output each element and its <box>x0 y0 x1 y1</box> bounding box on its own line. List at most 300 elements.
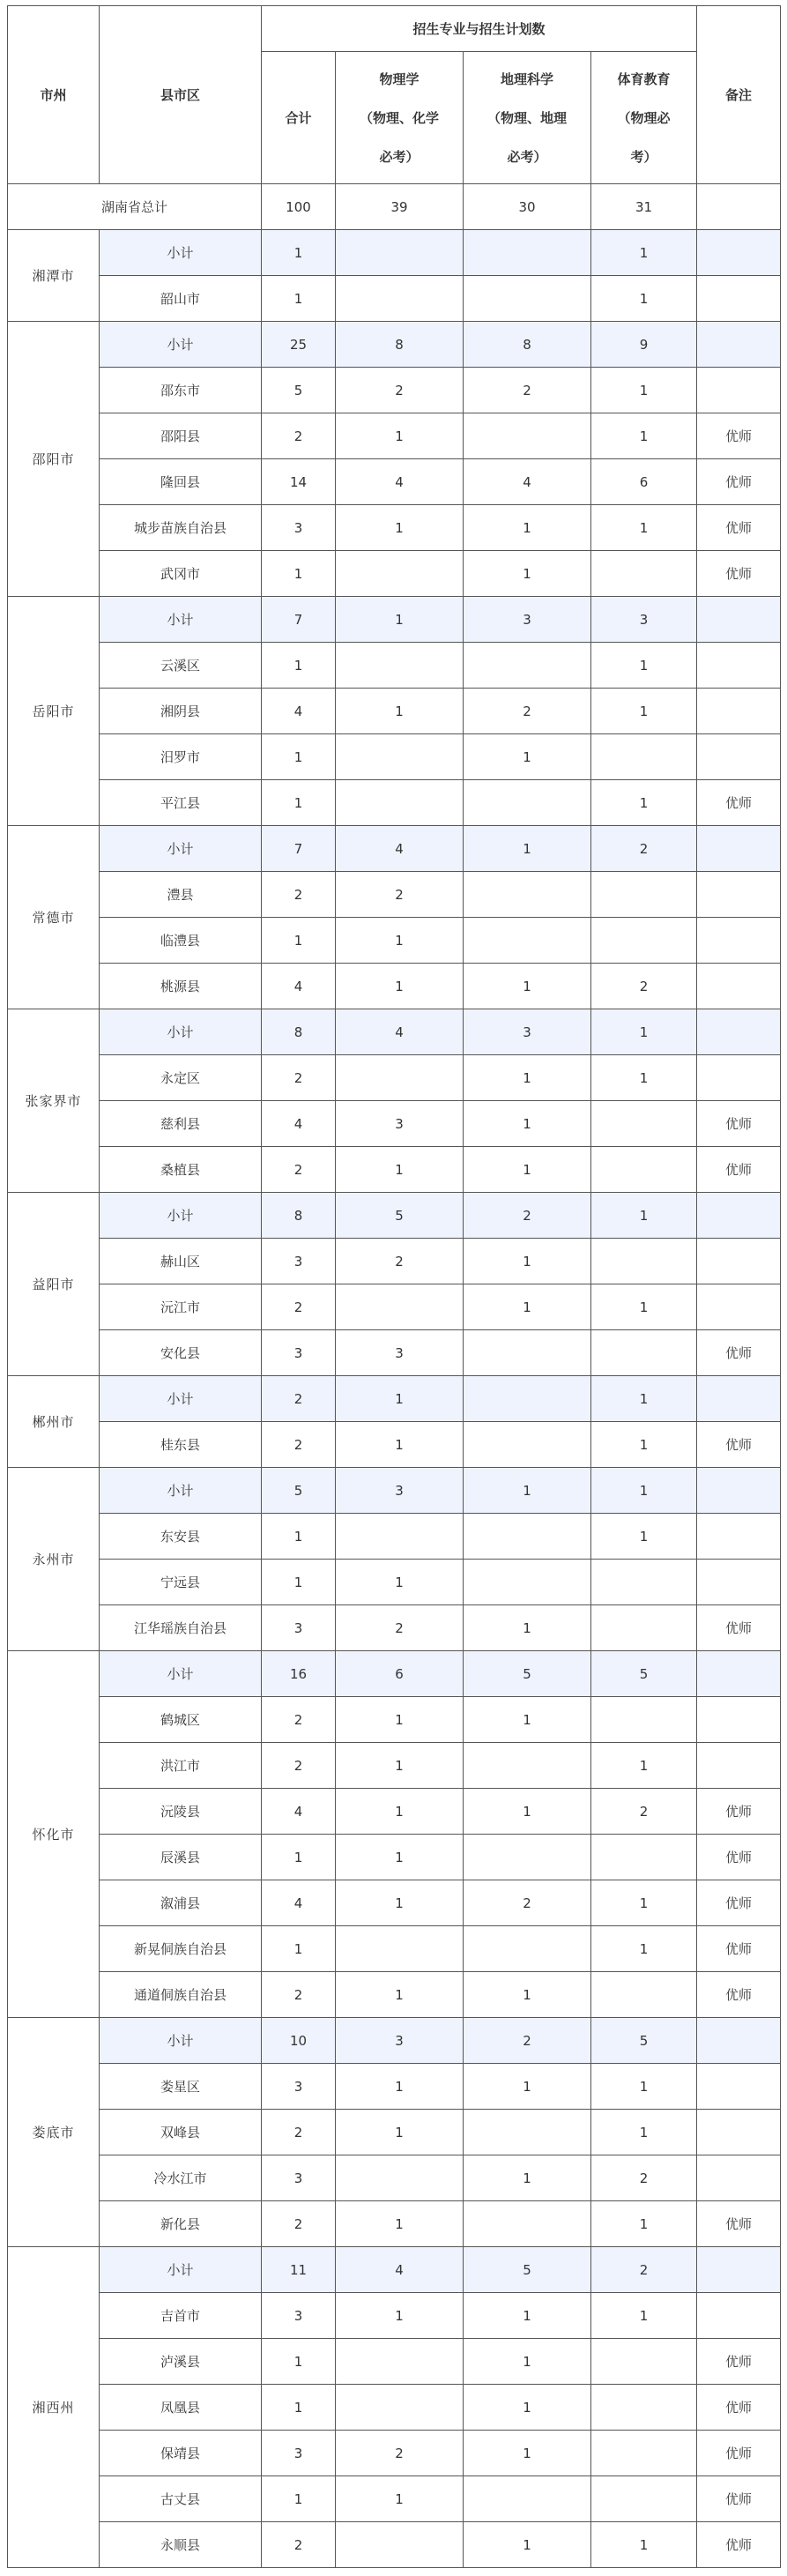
total-cell: 4 <box>262 1101 336 1147</box>
note-cell: 优师 <box>697 1972 781 2018</box>
physics-cell: 6 <box>336 1651 464 1697</box>
physics-cell: 1 <box>336 1422 464 1468</box>
physics-cell: 1 <box>336 597 464 643</box>
geography-cell: 1 <box>464 2293 591 2339</box>
geography-cell: 1 <box>464 2522 591 2568</box>
note-cell <box>697 597 781 643</box>
county-cell: 小计 <box>100 322 262 368</box>
note-cell: 优师 <box>697 2522 781 2568</box>
total-cell: 5 <box>262 1468 336 1514</box>
pe-cell: 1 <box>591 2522 697 2568</box>
note-cell <box>697 322 781 368</box>
geography-cell <box>464 2201 591 2247</box>
county-cell: 澧县 <box>100 872 262 918</box>
geography-cell: 2 <box>464 2018 591 2064</box>
table-row <box>8 1560 781 1605</box>
total-cell: 1 <box>262 276 336 322</box>
city-cell: 邵阳市 <box>8 322 100 597</box>
city-cell: 永州市 <box>8 1468 100 1651</box>
note-cell: 优师 <box>697 2339 781 2385</box>
total-cell: 2 <box>262 2110 336 2155</box>
physics-cell: 1 <box>336 1560 464 1605</box>
note-cell: 优师 <box>697 1101 781 1147</box>
county-cell: 凤凰县 <box>100 2385 262 2431</box>
geography-cell: 1 <box>464 1697 591 1743</box>
geography-cell <box>464 1422 591 1468</box>
total-cell: 7 <box>262 597 336 643</box>
geography-cell <box>464 413 591 459</box>
county-cell: 桑植县 <box>100 1147 262 1193</box>
physics-cell: 2 <box>336 2431 464 2476</box>
note-cell <box>697 1468 781 1514</box>
county-cell: 辰溪县 <box>100 1835 262 1880</box>
pe-cell: 1 <box>591 2293 697 2339</box>
total-cell: 1 <box>262 2476 336 2522</box>
subtotal-row <box>8 1651 781 1697</box>
physics-cell: 1 <box>336 2293 464 2339</box>
county-cell: 小计 <box>100 1193 262 1239</box>
total-cell: 1 <box>262 230 336 276</box>
county-cell: 韶山市 <box>100 276 262 322</box>
header-physics <box>336 52 464 184</box>
physics-cell <box>336 734 464 780</box>
total-cell: 3 <box>262 2293 336 2339</box>
county-cell: 平江县 <box>100 780 262 826</box>
physics-cell <box>336 2339 464 2385</box>
note-cell: 优师 <box>697 413 781 459</box>
geography-cell: 1 <box>464 1284 591 1330</box>
total-cell: 4 <box>262 1880 336 1926</box>
pe-cell: 1 <box>591 1743 697 1789</box>
pe-cell <box>591 918 697 964</box>
table-row <box>8 1926 781 1972</box>
total-cell: 10 <box>262 2018 336 2064</box>
pe-cell: 1 <box>591 1376 697 1422</box>
county-cell: 武冈市 <box>100 551 262 597</box>
physics-cell: 5 <box>336 1193 464 1239</box>
table-row <box>8 505 781 551</box>
physics-cell: 1 <box>336 1789 464 1835</box>
table-row <box>8 918 781 964</box>
county-cell: 吉首市 <box>100 2293 262 2339</box>
county-cell: 宁远县 <box>100 1560 262 1605</box>
table-row <box>8 2339 781 2385</box>
geography-cell: 2 <box>464 689 591 734</box>
county-cell: 赫山区 <box>100 1239 262 1284</box>
physics-cell <box>336 276 464 322</box>
total-cell: 1 <box>262 643 336 689</box>
geography-cell <box>464 230 591 276</box>
pe-cell <box>591 1239 697 1284</box>
pe-cell: 3 <box>591 597 697 643</box>
pe-cell: 1 <box>591 1422 697 1468</box>
pe-cell: 1 <box>591 2110 697 2155</box>
total-cell: 3 <box>262 2064 336 2110</box>
county-cell: 江华瑶族自治县 <box>100 1605 262 1651</box>
pe-cell <box>591 551 697 597</box>
province-total-geography: 30 <box>464 184 591 230</box>
county-cell: 新化县 <box>100 2201 262 2247</box>
total-cell: 3 <box>262 1605 336 1651</box>
geography-cell: 1 <box>464 826 591 872</box>
total-cell: 2 <box>262 1284 336 1330</box>
table-row <box>8 1055 781 1101</box>
table-row <box>8 1789 781 1835</box>
note-cell: 优师 <box>697 1926 781 1972</box>
county-cell: 汨罗市 <box>100 734 262 780</box>
header-geography <box>464 52 591 184</box>
geography-cell <box>464 2476 591 2522</box>
pe-cell: 1 <box>591 1193 697 1239</box>
physics-cell: 1 <box>336 1880 464 1926</box>
pe-cell: 1 <box>591 413 697 459</box>
subtotal-row <box>8 2018 781 2064</box>
geography-cell: 1 <box>464 964 591 1009</box>
county-cell: 隆回县 <box>100 459 262 505</box>
pe-cell: 2 <box>591 2155 697 2201</box>
table-row <box>8 2385 781 2431</box>
header-physics-line-2: （物理、化学 <box>359 109 439 126</box>
county-cell: 小计 <box>100 1651 262 1697</box>
note-cell: 优师 <box>697 1147 781 1193</box>
physics-cell: 4 <box>336 2247 464 2293</box>
geography-cell: 1 <box>464 1101 591 1147</box>
geography-cell <box>464 780 591 826</box>
physics-cell: 1 <box>336 918 464 964</box>
pe-cell: 1 <box>591 1926 697 1972</box>
pe-cell: 1 <box>591 643 697 689</box>
table-row <box>8 1880 781 1926</box>
physics-cell <box>336 780 464 826</box>
table-row <box>8 2293 781 2339</box>
total-cell: 2 <box>262 2201 336 2247</box>
county-cell: 永顺县 <box>100 2522 262 2568</box>
total-cell: 1 <box>262 2339 336 2385</box>
geography-cell: 8 <box>464 322 591 368</box>
county-cell: 东安县 <box>100 1514 262 1560</box>
geography-cell <box>464 1926 591 1972</box>
geography-cell: 1 <box>464 1147 591 1193</box>
pe-cell <box>591 1972 697 2018</box>
geography-cell <box>464 1376 591 1422</box>
geography-cell: 1 <box>464 2339 591 2385</box>
table-row <box>8 872 781 918</box>
total-cell: 2 <box>262 1697 336 1743</box>
physics-cell: 1 <box>336 1835 464 1880</box>
geography-cell: 3 <box>464 597 591 643</box>
county-cell: 小计 <box>100 1468 262 1514</box>
table-row <box>8 459 781 505</box>
total-cell: 1 <box>262 734 336 780</box>
physics-cell: 2 <box>336 872 464 918</box>
city-cell: 张家界市 <box>8 1009 100 1193</box>
physics-cell <box>336 1514 464 1560</box>
physics-cell: 1 <box>336 1972 464 2018</box>
subtotal-row <box>8 322 781 368</box>
total-cell: 1 <box>262 918 336 964</box>
note-cell <box>697 918 781 964</box>
physics-cell: 1 <box>336 964 464 1009</box>
pe-cell <box>591 1560 697 1605</box>
physics-cell: 2 <box>336 1239 464 1284</box>
note-cell <box>697 1697 781 1743</box>
pe-cell: 5 <box>591 1651 697 1697</box>
subtotal-row <box>8 1376 781 1422</box>
header-county: 县市区 <box>100 6 262 184</box>
header-row-top <box>8 6 781 52</box>
county-cell: 沅陵县 <box>100 1789 262 1835</box>
note-cell: 优师 <box>697 2385 781 2431</box>
pe-cell: 2 <box>591 1789 697 1835</box>
city-cell: 郴州市 <box>8 1376 100 1468</box>
physics-cell <box>336 2155 464 2201</box>
total-cell: 3 <box>262 2155 336 2201</box>
pe-cell <box>591 872 697 918</box>
total-cell: 3 <box>262 2431 336 2476</box>
province-total-note <box>697 184 781 230</box>
note-cell <box>697 1284 781 1330</box>
county-cell: 沅江市 <box>100 1284 262 1330</box>
physics-cell: 1 <box>336 1697 464 1743</box>
table-row <box>8 2431 781 2476</box>
geography-cell <box>464 276 591 322</box>
county-cell: 保靖县 <box>100 2431 262 2476</box>
header-total: 合计 <box>262 52 336 184</box>
physics-cell: 4 <box>336 826 464 872</box>
county-cell: 桃源县 <box>100 964 262 1009</box>
table-row <box>8 734 781 780</box>
province-total-total: 100 <box>262 184 336 230</box>
table-row <box>8 1284 781 1330</box>
physics-cell: 1 <box>336 1376 464 1422</box>
geography-cell: 4 <box>464 459 591 505</box>
total-cell: 8 <box>262 1009 336 1055</box>
pe-cell: 1 <box>591 368 697 413</box>
county-cell: 桂东县 <box>100 1422 262 1468</box>
physics-cell: 1 <box>336 2476 464 2522</box>
geography-cell: 3 <box>464 1009 591 1055</box>
table-row <box>8 1147 781 1193</box>
geography-cell: 1 <box>464 734 591 780</box>
note-cell <box>697 1376 781 1422</box>
note-cell <box>697 1560 781 1605</box>
county-cell: 湘阴县 <box>100 689 262 734</box>
table-row <box>8 2476 781 2522</box>
note-cell <box>697 368 781 413</box>
note-cell: 优师 <box>697 2201 781 2247</box>
geography-cell: 1 <box>464 1789 591 1835</box>
pe-cell: 6 <box>591 459 697 505</box>
city-cell: 益阳市 <box>8 1193 100 1376</box>
total-cell: 1 <box>262 780 336 826</box>
geography-cell: 5 <box>464 2247 591 2293</box>
note-cell <box>697 643 781 689</box>
header-pe-line-3: 考） <box>630 148 657 165</box>
enrollment-plan-table <box>7 5 781 2568</box>
total-cell: 2 <box>262 2522 336 2568</box>
note-cell <box>697 2247 781 2293</box>
table-row <box>8 1101 781 1147</box>
subtotal-row <box>8 230 781 276</box>
total-cell: 11 <box>262 2247 336 2293</box>
province-total-pe: 31 <box>591 184 697 230</box>
physics-cell <box>336 1055 464 1101</box>
geography-cell: 1 <box>464 551 591 597</box>
county-cell: 小计 <box>100 1376 262 1422</box>
header-pe-line-2: （物理必 <box>617 109 671 126</box>
physics-cell: 1 <box>336 1147 464 1193</box>
pe-cell <box>591 2385 697 2431</box>
geography-cell <box>464 1330 591 1376</box>
province-total-row <box>8 184 781 230</box>
pe-cell: 5 <box>591 2018 697 2064</box>
header-geography-line-3: 必考） <box>507 148 547 165</box>
geography-cell <box>464 1743 591 1789</box>
physics-cell <box>336 1926 464 1972</box>
county-cell: 小计 <box>100 826 262 872</box>
physics-cell <box>336 551 464 597</box>
subtotal-row <box>8 2247 781 2293</box>
pe-cell <box>591 734 697 780</box>
pe-cell <box>591 1697 697 1743</box>
total-cell: 2 <box>262 1422 336 1468</box>
note-cell: 优师 <box>697 505 781 551</box>
geography-cell: 1 <box>464 505 591 551</box>
geography-cell <box>464 2110 591 2155</box>
physics-cell: 1 <box>336 2064 464 2110</box>
county-cell: 冷水江市 <box>100 2155 262 2201</box>
total-cell: 4 <box>262 964 336 1009</box>
pe-cell: 1 <box>591 1284 697 1330</box>
county-cell: 洪江市 <box>100 1743 262 1789</box>
city-cell: 常德市 <box>8 826 100 1009</box>
city-cell: 岳阳市 <box>8 597 100 826</box>
total-cell: 5 <box>262 368 336 413</box>
total-cell: 3 <box>262 505 336 551</box>
total-cell: 1 <box>262 2385 336 2431</box>
total-cell: 2 <box>262 1376 336 1422</box>
county-cell: 云溪区 <box>100 643 262 689</box>
pe-cell: 2 <box>591 2247 697 2293</box>
geography-cell <box>464 1514 591 1560</box>
pe-cell: 1 <box>591 689 697 734</box>
note-cell <box>697 734 781 780</box>
total-cell: 2 <box>262 413 336 459</box>
county-cell: 小计 <box>100 230 262 276</box>
pe-cell: 1 <box>591 2064 697 2110</box>
table-row <box>8 689 781 734</box>
physics-cell: 8 <box>336 322 464 368</box>
physics-cell: 1 <box>336 689 464 734</box>
pe-cell <box>591 1330 697 1376</box>
pe-cell <box>591 2476 697 2522</box>
header-physics-line-1: 物理学 <box>379 71 419 87</box>
pe-cell: 1 <box>591 1468 697 1514</box>
geography-cell <box>464 918 591 964</box>
total-cell: 4 <box>262 1789 336 1835</box>
subtotal-row <box>8 1468 781 1514</box>
header-geography-line-2: （物理、地理 <box>486 109 567 126</box>
total-cell: 7 <box>262 826 336 872</box>
note-cell: 优师 <box>697 551 781 597</box>
geography-cell: 2 <box>464 1880 591 1926</box>
geography-cell <box>464 1835 591 1880</box>
city-cell: 湘西州 <box>8 2247 100 2568</box>
physics-cell: 2 <box>336 368 464 413</box>
header-city: 市州 <box>8 6 100 184</box>
pe-cell: 1 <box>591 780 697 826</box>
geography-cell: 1 <box>464 2431 591 2476</box>
total-cell: 3 <box>262 1330 336 1376</box>
pe-cell: 2 <box>591 826 697 872</box>
note-cell <box>697 964 781 1009</box>
pe-cell: 1 <box>591 1055 697 1101</box>
note-cell: 优师 <box>697 780 781 826</box>
note-cell <box>697 2110 781 2155</box>
note-cell <box>697 2018 781 2064</box>
table-row <box>8 2064 781 2110</box>
physics-cell: 1 <box>336 1743 464 1789</box>
county-cell: 鹤城区 <box>100 1697 262 1743</box>
county-cell: 邵东市 <box>100 368 262 413</box>
note-cell <box>697 2293 781 2339</box>
note-cell: 优师 <box>697 1330 781 1376</box>
county-cell: 娄星区 <box>100 2064 262 2110</box>
table-row <box>8 1972 781 2018</box>
note-cell <box>697 1009 781 1055</box>
note-cell <box>697 826 781 872</box>
table-row <box>8 964 781 1009</box>
total-cell: 1 <box>262 1835 336 1880</box>
table-row <box>8 413 781 459</box>
county-cell: 临澧县 <box>100 918 262 964</box>
total-cell: 2 <box>262 1743 336 1789</box>
header-pe <box>591 52 697 184</box>
physics-cell <box>336 643 464 689</box>
county-cell: 溆浦县 <box>100 1880 262 1926</box>
subtotal-row <box>8 1193 781 1239</box>
table-row <box>8 2155 781 2201</box>
note-cell <box>697 1743 781 1789</box>
note-cell <box>697 1055 781 1101</box>
note-cell <box>697 689 781 734</box>
total-cell: 14 <box>262 459 336 505</box>
header-note: 备注 <box>697 6 781 184</box>
pe-cell: 1 <box>591 1880 697 1926</box>
total-cell: 25 <box>262 322 336 368</box>
physics-cell: 4 <box>336 459 464 505</box>
header-pe-line-1: 体育教育 <box>617 71 671 87</box>
table-row <box>8 780 781 826</box>
note-cell: 优师 <box>697 2476 781 2522</box>
pe-cell: 2 <box>591 964 697 1009</box>
physics-cell: 3 <box>336 1101 464 1147</box>
subtotal-row <box>8 597 781 643</box>
pe-cell <box>591 2431 697 2476</box>
geography-cell: 1 <box>464 1239 591 1284</box>
total-cell: 1 <box>262 1926 336 1972</box>
geography-cell: 1 <box>464 1055 591 1101</box>
geography-cell: 1 <box>464 2155 591 2201</box>
physics-cell <box>336 230 464 276</box>
table-row <box>8 368 781 413</box>
table-row <box>8 2522 781 2568</box>
total-cell: 2 <box>262 1055 336 1101</box>
county-cell: 古丈县 <box>100 2476 262 2522</box>
total-cell: 2 <box>262 1147 336 1193</box>
note-cell: 优师 <box>697 1880 781 1926</box>
county-cell: 小计 <box>100 2247 262 2293</box>
